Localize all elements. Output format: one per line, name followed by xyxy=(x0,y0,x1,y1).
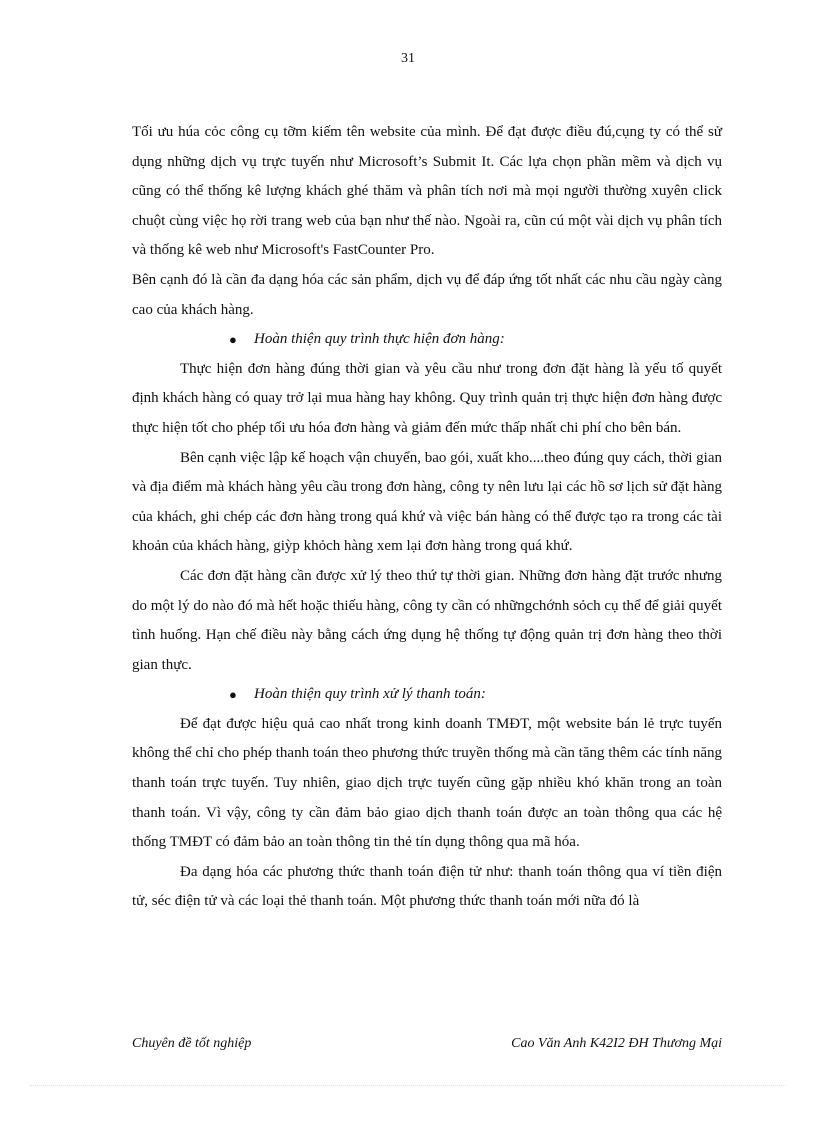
paragraph: Thực hiện đơn hàng đúng thời gian và yêu cầu như trong đơn đặt hàng là yếu tố quyết định khách hàng có quay trở lại mua hàng hay không. Quy trình quản trị thực hiện đơn hàng được thực hiện tốt cho phép tối ưu hóa đơn hàng và giảm đến mức thấp nhất chi phí cho bên bán. xyxy=(132,360,722,436)
paragraph: Đa dạng hóa các phương thức thanh toán điện tử như: thanh toán thông qua ví tiền điện tử, séc điện tử và các loại thẻ thanh toán. Một phương thức thanh toán mới nữa đó là xyxy=(132,863,722,910)
bullet-heading-text: Hoàn thiện quy trình thực hiện đơn hàng: xyxy=(254,331,505,348)
paragraph: Để đạt được hiệu quả cao nhất trong kinh doanh TMĐT, một website bán lẻ trực tuyến không thể chỉ cho phép thanh toán theo phương thức truyền thống mà cần tăng thêm các tính năng thanh toán trực tuyến. Tuy nhiên, giao dịch trực tuyến cũng gặp nhiều khó khăn trong an toàn thanh toán. Vì vậy, công ty cần đảm bảo giao dịch thanh toán được an toàn thông qua các hệ thống TMĐT có đảm bảo an toàn thông tin thẻ tín dụng thông qua mã hóa. xyxy=(132,715,722,851)
bullet-icon: ● xyxy=(229,687,237,703)
document-body xyxy=(132,118,722,917)
bullet-icon: ● xyxy=(229,332,237,348)
paragraph: Các đơn đặt hàng cần được xử lý theo thứ tự thời gian. Những đơn hàng đặt trước nhưng do một lý do nào đó mà hết hoặc thiếu hàng, công ty cần có nhữngchớnh sỏch cụ thể để giải quyết tình huống. Hạn chế điều này bằng cách ứng dụng hệ thống tự động quản trị đơn hàng theo thời gian thực. xyxy=(132,567,722,673)
paragraph: Bên cạnh đó là cần đa dạng hóa các sản phẩm, dịch vụ để đáp ứng tốt nhất các nhu cầu ngày càng cao của khách hàng. xyxy=(132,271,722,318)
footer-left-text: Chuyên đề tốt nghiệp xyxy=(132,1036,252,1051)
page-number: 31 xyxy=(401,51,415,66)
bullet-heading xyxy=(132,325,722,355)
paragraph: Tối ưu húa cỏc công cụ tỡm kiếm tên website của mình. Để đạt được điều đú,cụng ty có thể sử dụng những dịch vụ trực tuyến như Microsoft’s Submit It. Các lựa chọn phần mềm và dịch vụ cũng có thể thống kê lượng khách ghé thăm và phân tích nơi mà mọi người thường xuyên click chuột cùng việc họ rời trang web của bạn như thế nào. Ngoài ra, cũn cú một vài dịch vụ phân tích và thống kê web như Microsoft's FastCounter Pro. xyxy=(132,124,722,259)
footer-right-text: Cao Văn Anh K42I2 ĐH Thương Mại xyxy=(511,1036,722,1051)
footer-divider xyxy=(30,1085,786,1086)
paragraph: Bên cạnh việc lập kế hoạch vận chuyển, bao gói, xuất kho....theo đúng quy cách, thời gian và địa điểm mà khách hàng yêu cầu trong đơn hàng, công ty nên lưu lại các hồ sơ lịch sử đặt hàng của khách, ghi chép các đơn hàng trong quá khứ và việc bán hàng có thể được tạo ra trong các tài khoản của khách hàng, giỳp khỏch hàng xem lại đơn hàng trong quá khứ. xyxy=(132,449,722,555)
bullet-heading xyxy=(132,680,722,710)
bullet-heading-text: Hoàn thiện quy trình xử lý thanh toán: xyxy=(254,686,486,703)
